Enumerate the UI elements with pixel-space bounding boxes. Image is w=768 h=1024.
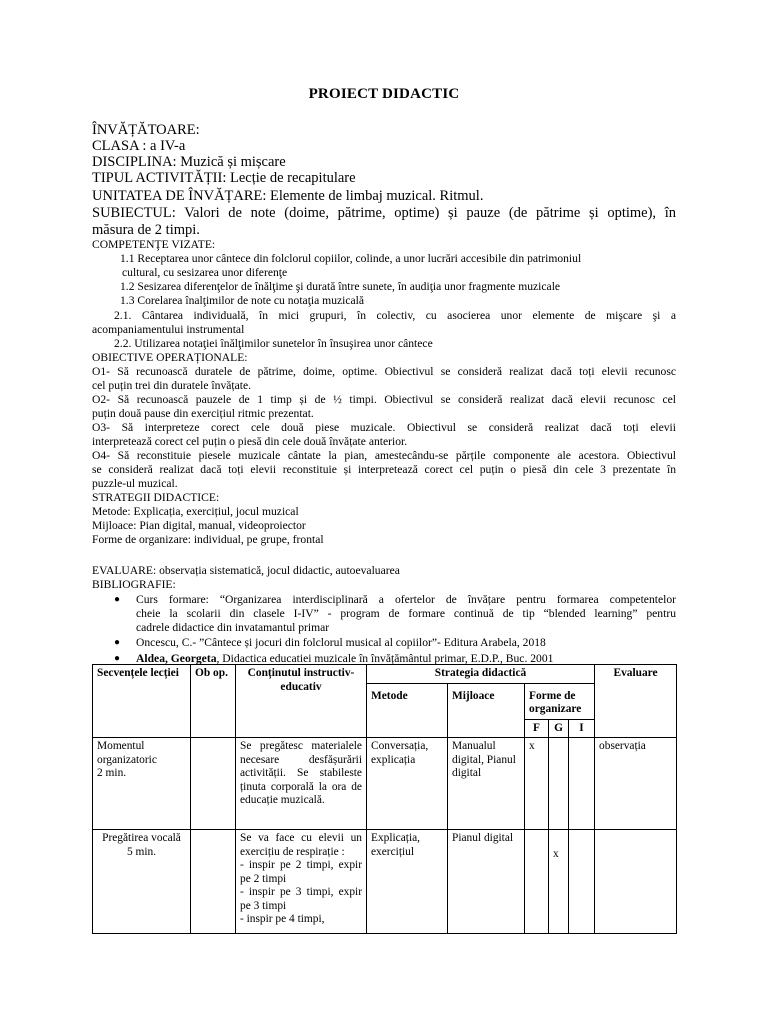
header-sequences: Secvențele lecției <box>93 665 191 738</box>
bibliography-item-3-title: , Didactica educatiei muzicale în învățământul primar, E.D.P., Buc. 2001 <box>216 652 554 665</box>
row1-form-i <box>569 738 595 830</box>
document-title: PROIECT DIDACTIC <box>308 86 460 102</box>
row2-content-item: - inspir pe 2 timpi, expir pe 2 timpi <box>240 859 362 885</box>
header-objectives: Ob op. <box>191 665 236 738</box>
row2-form-i <box>569 830 595 934</box>
table-row <box>93 830 677 934</box>
objective-o2: O2- Să recunoască pauzele de 1 timp și de ½ timpi. Obiectivul se consideră realizat dacă elevii recunosc cel <box>92 393 676 406</box>
row2-sequence <box>93 830 191 934</box>
row1-form-g <box>549 738 569 830</box>
competence-2-1-cont: acompaniamentului instrumental <box>92 323 245 336</box>
competence-1-1-cont: cultural, cu sesizarea unor diferenţe <box>122 266 288 279</box>
strategies-forms: Forme de organizare: individual, pe grupe, frontal <box>92 533 324 546</box>
bullet-icon: ● <box>114 594 121 605</box>
strategies-heading: STRATEGII DIDACTICE: <box>92 491 220 504</box>
row2-form-f <box>525 830 549 934</box>
objective-o1: O1- Să recunoască duratele de pătrime, doime, optime. Obiectivul se consideră realizat dacă toți elevii recunosc <box>92 365 676 378</box>
objective-o3-cont: interpretează corect cel puțin o piesă din cele două învățate anterior. <box>92 435 408 448</box>
strategies-methods: Metode: Explicația, exercițiul, jocul muzical <box>92 505 299 518</box>
header-content: Conținutul instructiv-educativ <box>236 665 367 738</box>
competence-1-1: 1.1 Receptarea unor cântece din folclorul copiilor, colinde, a unor lucrări accesibile din patrimoniul <box>120 252 582 265</box>
discipline-line: DISCIPLINA: Muzică și mișcare <box>92 154 286 170</box>
row1-form-f: x <box>525 738 549 830</box>
row2-content <box>236 830 367 934</box>
objective-o4: O4- Să reconstituie piesele muzicale cântate la pian, amestecându-se părțile componente ale acestora. Obiectivul <box>92 449 676 462</box>
bibliography-heading: BIBLIOGRAFIE: <box>92 578 176 591</box>
activity-type-line: TIPUL ACTIVITĂȚII: Lecție de recapitulare <box>92 170 356 186</box>
header-evaluation: Evaluare <box>595 665 677 738</box>
row2-content-item: - inspir pe 4 timpi, <box>240 913 325 925</box>
objective-o3: O3- Să interpreteze corect cele două piese muzicale. Obiectivul se consideră realizat dacă toți elevii <box>92 421 676 434</box>
header-means: Mijloace <box>448 683 525 738</box>
subject-line-1: SUBIECTUL: Valori de note (doime, pătrime, optime) și pauze (de pătrime și optime), în <box>92 205 676 221</box>
bullet-icon: ● <box>114 653 121 664</box>
row2-content-item: - inspir pe 3 timpi, expir pe 3 timpi <box>240 886 362 912</box>
unit-line: UNITATEA DE ÎNVĂȚARE: Elemente de limbaj muzical. Ritmul. <box>92 188 484 204</box>
table-row <box>93 738 677 830</box>
subject-line-2: măsura de 2 timpi. <box>92 222 200 238</box>
row2-sequence-name: Pregătirea vocală <box>102 832 181 844</box>
bibliography-item-1-cont2: cadrele didactice din invatamantul primar <box>136 621 330 634</box>
header-form-f: F <box>525 719 549 738</box>
row2-objectives <box>191 830 236 934</box>
row1-sequence-name: Momentul organizatoric <box>97 740 157 766</box>
row2-duration: 5 min. <box>126 845 157 858</box>
row2-means: Pianul digital <box>448 830 525 934</box>
row1-sequence <box>93 738 191 830</box>
bibliography-item-1-cont: cheie la scolarii din clasele I-IV” - program de formare continuă de tip “blended learning” pentru <box>136 607 676 620</box>
lesson-table <box>92 664 677 934</box>
row1-duration: 2 min. <box>97 767 127 779</box>
bibliography-item-3-author: Aldea, Georgeta <box>136 652 217 665</box>
class-line: CLASA : a IV-a <box>92 138 186 154</box>
row2-form-g: x <box>549 830 569 934</box>
objectives-heading: OBIECTIVE OPERAȚIONALE: <box>92 351 248 364</box>
row1-methods: Conversația, explicația <box>367 738 448 830</box>
objective-o1-cont: cel puțin trei din duratele învățate. <box>92 379 252 392</box>
row2-evaluation <box>595 830 677 934</box>
strategies-means: Mijloace: Pian digital, manual, videoproiector <box>92 519 306 532</box>
row1-means: Manualul digital, Pianul digital <box>448 738 525 830</box>
evaluation-line: EVALUARE: observația sistematică, jocul didactic, autoevaluarea <box>92 564 400 577</box>
objective-o4-cont2: puzzle-ul muzical. <box>92 477 178 490</box>
competences-heading: COMPETENŢE VIZATE: <box>92 238 216 251</box>
teacher-label: ÎNVĂȚĂTOARE: <box>92 122 200 138</box>
row1-content: Se pregătesc materialele necesare desfășurării activității. Se stabileste ținuta corporală la ora de educație muzicală. <box>236 738 367 830</box>
bullet-icon: ● <box>114 637 121 648</box>
header-methods: Metode <box>367 683 448 738</box>
header-form-g: G <box>549 719 569 738</box>
objective-o2-cont: puțin două pause din exercițiul ritmic prezentat. <box>92 407 314 420</box>
row2-content-intro: Se va face cu elevii un exercițiu de respirație : <box>240 832 362 858</box>
competence-1-2: 1.2 Sesizarea diferenţelor de înălţime şi durată între sunete, în audiţia unor fragmente muzicale <box>120 280 561 293</box>
competence-2-2: 2.2. Utilizarea notaţiei înălţimilor sunetelor în însuşirea unor cântece <box>114 337 433 350</box>
competence-1-3: 1.3 Corelarea înalţimilor de note cu notaţia muzicală <box>120 294 365 307</box>
row1-objectives <box>191 738 236 830</box>
competence-2-1: 2.1. Cântarea individuală, în mici grupuri, în colectiv, cu asocierea unor elemente de mişcare şi a <box>114 309 676 322</box>
row1-evaluation: observația <box>595 738 677 830</box>
header-form-i: I <box>569 719 595 738</box>
header-forms: Forme de organizare <box>525 683 595 719</box>
row2-methods: Explicația, exercițiul <box>367 830 448 934</box>
bibliography-item-2: Oncescu, C.- ”Cântece și jocuri din folclorul musical al copiilor”- Editura Arabela, 2018 <box>136 636 546 649</box>
objective-o4-cont: se consideră realizat dacă toți elevii reconstituie și interpretează corect cel puțin o piesă din cele 3 prezentate în <box>92 463 676 476</box>
header-strategy: Strategia didactică <box>367 665 595 684</box>
bibliography-item-1: Curs formare: “Organizarea interdisciplinară a ofertelor de învățare pentru formarea competentelor <box>136 593 676 606</box>
